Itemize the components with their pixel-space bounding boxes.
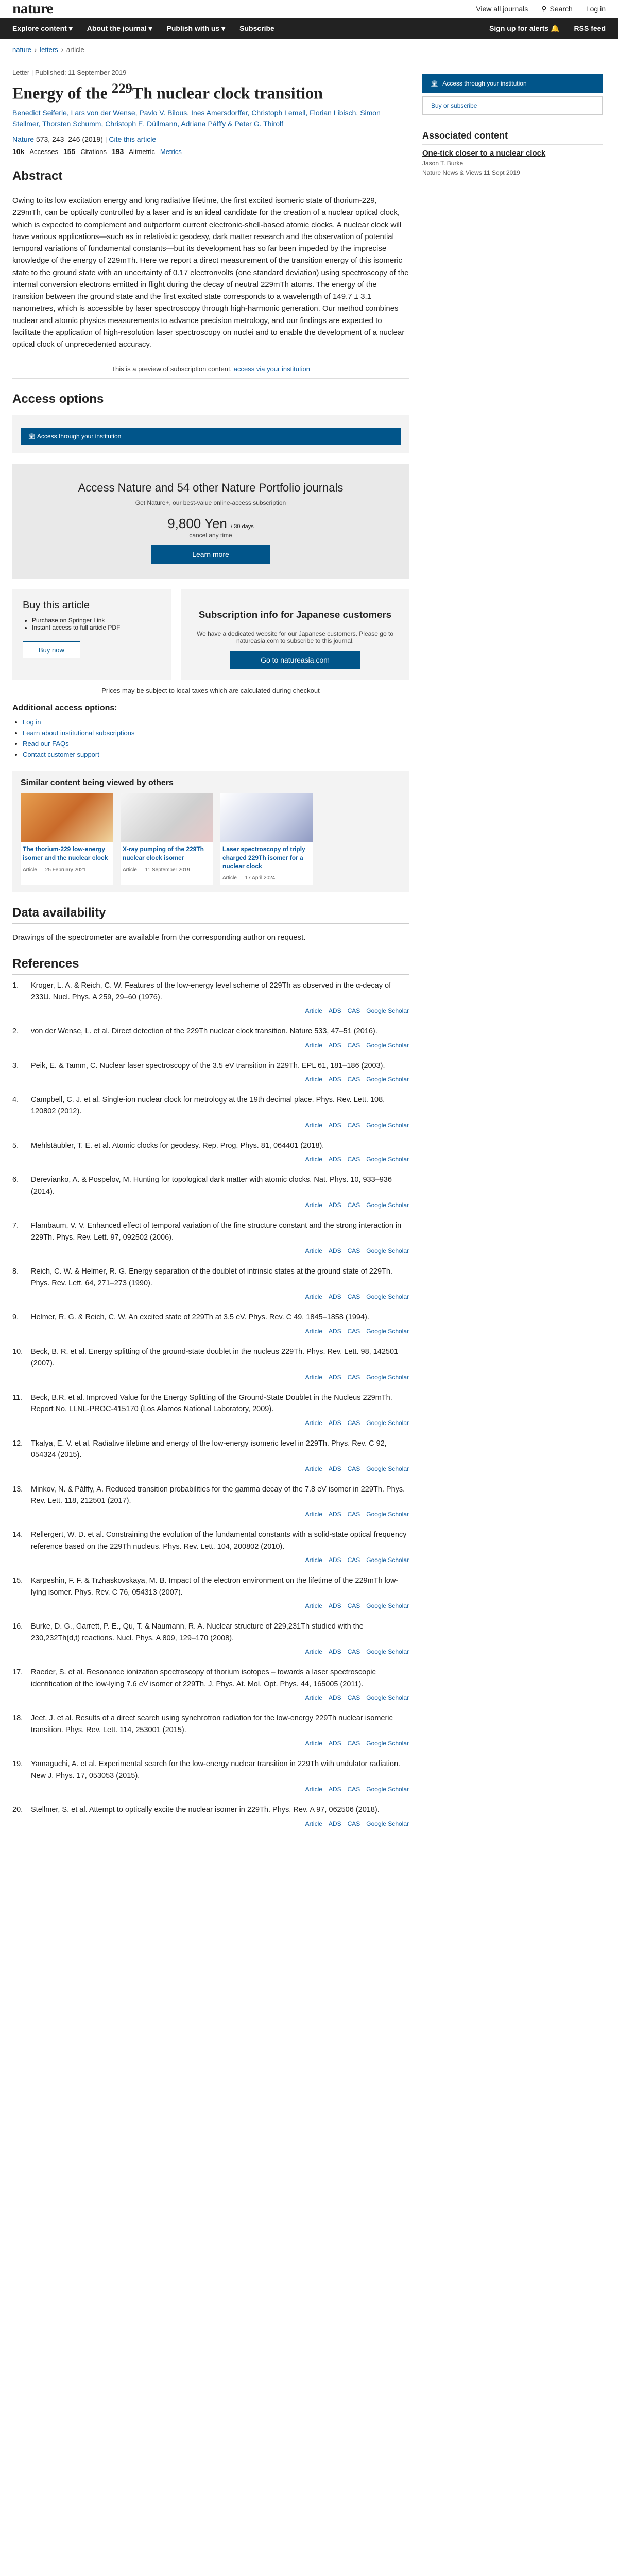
reference-links [12,1820,409,1827]
abstract-text: Owing to its low excitation energy and long radiative lifetime, the first excited isomeric state of thorium-229, 229mTh, can be optically controlled by a laser and is an ideal candidate for the creation of a nuclear optical clock, which is expected to complement and outperform current electronic-shell-based atomic clocks. A nuclear clock will have various applications—such as in relativistic geodesy, dark matter research and the observation of potential temporal variations of fundamental constants—but its development has so far been impeded by the imprecise knowledge of the energy of 229mTh. Here we report a direct measurement of the transition energy of this isomeric state to the ground state with an uncertainty of 0.17 electronvolts (one standard deviation) using spectroscopy of the internal conversion electrons emitted in flight during the decay of neutral 229mTh atoms. The energy of the transition between the ground state and the first excited state corresponds to a wavelength of 149.7 ± 3.1 nanometres, which is accessible by laser spectroscopy through high-harmonic generation. Our method combines nuclear and atomic physics measurements to advance precision metrology, and our findings are expected to facilitate the application of high-resolution laser spectroscopy on nuclei and to enable the development of a nuclear optical clock of unprecedented accuracy. [12,196,409,349]
similar-type: Article [23,867,37,873]
reference-item [12,1220,409,1255]
natureasia-button[interactable]: Go to natureasia.com [230,651,360,669]
reference-item [12,1529,409,1564]
list-item: • Purchase on Springer Link [32,617,161,624]
preview-notice [12,360,409,379]
price [33,516,388,532]
citations-label: Citations [80,147,107,156]
nature-plus-sub: Get Nature+, our best-value online-access subscription [135,499,286,506]
reference-link-cas[interactable]: CAS [347,1648,360,1656]
login-link[interactable]: Log in [586,5,606,13]
reference-link-cas[interactable]: CAS [347,1041,360,1049]
reference-link-cas[interactable]: CAS [347,1694,360,1702]
reference-link-cas[interactable]: CAS [347,1327,360,1335]
reference-text: Derevianko, A. & Pospelov, M. Hunting for topological dark matter with atomic clocks. Nat. Phys. 10, 933–936 (2014). [31,1176,392,1196]
reference-link-google-scholar[interactable]: Google Scholar [366,1419,409,1427]
reference-item [12,1094,409,1129]
reference-link-cas[interactable]: CAS [347,1786,360,1793]
reference-links [12,1122,409,1129]
reference-link-cas[interactable]: CAS [347,1465,360,1472]
reference-links [12,1293,409,1300]
reference-text: Jeet, J. et al. Results of a direct search using synchrotron radiation for the low-energy 229Th nuclear isomeric transition. Phys. Rev. Lett. 114, 253001 (2015). [31,1714,393,1734]
reference-link-google-scholar[interactable]: Google Scholar [366,1293,409,1301]
reference-link-google-scholar[interactable]: Google Scholar [366,1511,409,1518]
reference-links [12,1648,409,1655]
similar-card[interactable] [121,793,213,885]
accesses-count: 10k [12,147,25,156]
reference-links [12,1602,409,1609]
reference-link-article[interactable]: Article [305,1465,322,1472]
reference-link-ads[interactable]: ADS [328,1327,341,1335]
reference-text: Yamaguchi, A. et al. Experimental search for the low-energy nuclear transition in 229Th with undulator radiation. New J. Phys. 17, 053053 (2015). [31,1760,401,1780]
reference-link-ads[interactable]: ADS [328,1156,341,1163]
nav-explore[interactable] [12,24,73,33]
reference-link-article[interactable]: Article [305,1247,322,1255]
breadcrumb-separator: › [34,46,37,54]
reference-link-ads[interactable]: ADS [328,1786,341,1793]
chevron-down-icon: ▾ [221,24,226,32]
reference-link-article[interactable]: Article [305,1694,322,1702]
altmetric-count: 193 [111,147,124,156]
reference-link-article[interactable]: Article [305,1419,322,1427]
reference-item [12,1174,409,1209]
reference-links [12,1328,409,1335]
reference-link-article[interactable]: Article [305,1511,322,1518]
nature-plus-title: Access Nature and 54 other Nature Portfolio journals [78,481,344,495]
assoc-author: Jason T. Burke [422,160,464,167]
institutional-subscriptions-link[interactable]: Learn about institutional subscriptions [23,728,135,737]
similar-title[interactable]: X-ray pumping of the 229Th nuclear clock isomer [123,845,204,861]
reference-number: 17. [12,1668,23,1677]
reference-text: Flambaum, V. V. Enhanced effect of temporal variation of the fine structure constant and the strong interaction in 229Th. Phys. Rev. Lett. 97, 092502 (2006). [31,1222,402,1242]
institution-access-box [12,415,409,453]
reference-link-google-scholar[interactable]: Google Scholar [366,1076,409,1083]
reference-link-article[interactable]: Article [305,1201,322,1209]
reference-text: Tkalya, E. V. et al. Radiative lifetime and energy of the low-energy isomeric level in 229Th. Phys. Rev. C 92, 054324 (2015). [31,1439,387,1460]
customer-support-link[interactable]: Contact customer support [23,750,99,758]
reference-link-google-scholar[interactable]: Google Scholar [366,1465,409,1472]
reference-text: Mehlstäubler, T. E. et al. Atomic clocks for geodesy. Rep. Prog. Phys. 81, 064401 (2018). [31,1141,324,1150]
reference-links [12,1694,409,1701]
metrics-link[interactable]: Metrics [160,147,182,156]
nav-subscribe[interactable]: Subscribe [239,24,274,32]
similar-thumbnail [220,793,313,842]
reference-link-cas[interactable]: CAS [347,1007,360,1015]
reference-link-cas[interactable]: CAS [347,1076,360,1083]
reference-link-article[interactable]: Article [305,1602,322,1610]
reference-link-cas[interactable]: CAS [347,1820,360,1827]
reference-link-google-scholar[interactable]: Google Scholar [366,1007,409,1015]
reference-links [12,1247,409,1255]
institution-icon: 🏛 [431,80,439,87]
reference-item [12,1312,409,1334]
reference-link-article[interactable]: Article [305,1820,322,1827]
reference-link-ads[interactable]: ADS [328,1373,341,1381]
reference-link-cas[interactable]: CAS [347,1602,360,1610]
reference-number: 18. [12,1714,23,1723]
reference-item [12,1758,409,1793]
reference-number: 14. [12,1531,23,1539]
reference-text: Raeder, S. et al. Resonance ionization spectroscopy of thorium isotopes – towards a laser spectroscopic identification of the low-lying 7.6 eV isomer of 229Th. J. Phys. At. Mol. Opt. Phys. 44, 165005 (2011). [31,1668,376,1688]
reference-link-google-scholar[interactable]: Google Scholar [366,1786,409,1793]
reference-text: Burke, D. G., Garrett, P. E., Qu, T. & Naumann, R. A. Nuclear structure of 229,231Th studied with the 230,232Th(d,t) reactions. Nucl. Phys. A 809, 129–170 (2008). [31,1622,364,1642]
reference-link-article[interactable]: Article [305,1556,322,1564]
access-institution-link[interactable]: access via your institution [233,365,310,374]
reference-link-article[interactable]: Article [305,1373,322,1381]
buy-now-button[interactable]: Buy now [23,641,80,658]
reference-number: 13. [12,1485,23,1494]
reference-item [12,1621,409,1655]
similar-heading: Similar content being viewed by others [21,778,174,788]
similar-content [12,771,409,892]
reference-links [12,1465,409,1472]
reference-link-cas[interactable]: CAS [347,1419,360,1427]
reference-link-ads[interactable]: ADS [328,1419,341,1427]
reference-text: Beck, B.R. et al. Improved Value for the Energy Splitting of the Ground-State Doublet in the Nucleus 229mTh. Report No. LLNL-PROC-415170 (Los Alamos National Laboratory, 2009). [31,1393,392,1414]
reference-item [12,1392,409,1427]
references-heading: References [12,957,409,975]
reference-link-article[interactable]: Article [305,1293,322,1301]
list-item: • Instant access to full article PDF [32,624,161,631]
reference-text: Minkov, N. & Pálffy, A. Reduced transition probabilities for the gamma decay of the 7.8 eV isomer in 229Th. Phys. Rev. Lett. 118, 212501 (2017). [31,1485,405,1505]
reference-item [12,1266,409,1300]
breadcrumb-separator: › [61,46,63,54]
reference-number: 9. [12,1313,19,1322]
abstract-heading: Abstract [12,169,409,187]
buy-title: Buy this article [23,599,90,611]
reference-number: 2. [12,1027,19,1036]
breadcrumb-article: article [66,46,84,54]
reference-links [12,1511,409,1518]
reference-item [12,1346,409,1381]
buy-article-card [12,589,171,680]
price-value: 9,800 Yen [167,515,227,531]
reference-link-ads[interactable]: ADS [328,1740,341,1748]
cite-this-article-link[interactable]: Cite this article [109,135,157,144]
similar-card[interactable] [220,793,313,885]
reference-links [12,1419,409,1427]
price-unit: / 30 days [231,523,254,530]
nav-bar [0,18,618,39]
citation-details: 573, 243–246 (2019) [36,135,103,144]
reference-link-article[interactable]: Article [305,1156,322,1163]
reference-number: 12. [12,1439,23,1448]
login-link[interactable]: Log in [23,718,41,726]
main-content [12,61,409,1839]
reference-number: 10. [12,1347,23,1356]
reference-text: Campbell, C. J. et al. Single-ion nuclear clock for metrology at the 19th decimal place. Phys. Rev. Lett. 108, 120802 (2012). [31,1096,385,1116]
similar-date: 25 February 2021 [45,867,86,873]
reference-link-ads[interactable]: ADS [328,1041,341,1049]
article-title [12,80,409,103]
institution-icon: 🏛 [28,433,36,440]
similar-title[interactable]: The thorium-229 low-energy isomer and the nuclear clock [23,845,108,861]
reference-number: 7. [12,1222,19,1230]
assoc-title[interactable]: One-tick closer to a nuclear clock [422,149,546,158]
reference-link-google-scholar[interactable]: Google Scholar [366,1156,409,1163]
reference-link-ads[interactable]: ADS [328,1076,341,1083]
reference-link-google-scholar[interactable]: Google Scholar [366,1648,409,1656]
sidebar [422,61,603,176]
reference-item [12,1438,409,1472]
view-all-journals-link[interactable]: View all journals [476,5,528,13]
reference-link-google-scholar[interactable]: Google Scholar [366,1556,409,1564]
title-part: Th nuclear clock transition [132,83,323,103]
chevron-down-icon: ▾ [148,24,152,32]
reference-links [12,1556,409,1564]
reference-link-article[interactable]: Article [305,1648,322,1656]
chevron-down-icon: ▾ [68,24,73,32]
citation: Nature 573, 243–246 (2019) | Cite this article [12,135,157,144]
reference-item [12,1667,409,1701]
reference-text: Kroger, L. A. & Reich, C. W. Features of the low-energy level scheme of 229Th as observed in the α-decay of 233U. Nucl. Phys. A 259, 29–60 (1976). [31,981,391,1002]
reference-number: 6. [12,1176,19,1184]
reference-link-cas[interactable]: CAS [347,1293,360,1301]
accesses-label: Accesses [29,147,58,156]
reference-number: 15. [12,1577,23,1585]
reference-links [12,1786,409,1793]
reference-item [12,1140,409,1163]
reference-link-ads[interactable]: ADS [328,1201,341,1209]
reference-link-cas[interactable]: CAS [347,1247,360,1255]
additional-heading: Additional access options: [12,704,117,713]
access-heading: Access options [12,392,409,410]
similar-type: Article [123,867,137,873]
reference-list [12,980,409,1827]
reference-number: 16. [12,1622,23,1631]
reference-link-ads[interactable]: ADS [328,1820,341,1827]
reference-link-cas[interactable]: CAS [347,1740,360,1748]
citations-count: 155 [63,147,76,156]
reference-links [12,1076,409,1083]
reference-item [12,1804,409,1827]
buy-list [23,617,161,631]
reference-text: Peik, E. & Tamm, C. Nuclear laser spectroscopy of the 3.5 eV transition in 229Th. EPL 61, 181–186 (2003). [31,1061,385,1070]
subscription-card [181,589,409,680]
similar-date: 11 September 2019 [145,867,190,873]
reference-number: 5. [12,1141,19,1150]
reference-link-google-scholar[interactable]: Google Scholar [366,1121,409,1129]
reference-link-google-scholar[interactable]: Google Scholar [366,1041,409,1049]
assoc-meta: Nature News & Views 11 Sept 2019 [422,169,520,176]
reference-link-ads[interactable]: ADS [328,1602,341,1610]
breadcrumb-nature[interactable]: nature [12,46,31,54]
nav-publish[interactable] [167,24,226,33]
reference-link-google-scholar[interactable]: Google Scholar [366,1247,409,1255]
reference-link-google-scholar[interactable]: Google Scholar [366,1694,409,1702]
nav-signup-alerts[interactable] [489,24,559,33]
reference-text: Reich, C. W. & Helmer, R. G. Energy separation of the doublet of intrinsic states at the ground state of 229Th. Phys. Rev. Lett. 64, 271–273 (1990). [31,1267,392,1287]
reference-link-google-scholar[interactable]: Google Scholar [366,1201,409,1209]
nature-plus-box [12,464,409,579]
reference-link-article[interactable]: Article [305,1786,322,1793]
reference-link-ads[interactable]: ADS [328,1465,341,1472]
breadcrumb-letters[interactable]: letters [40,46,58,54]
reference-link-article[interactable]: Article [305,1007,322,1015]
nav-publish-label: Publish with us [166,24,220,32]
reference-link-cas[interactable]: CAS [347,1156,360,1163]
search-icon: ⚲ [541,4,547,13]
subscription-text: We have a dedicated website for our Japanese customers. Please go to natureasia.com to subscribe to this journal. [196,630,393,645]
access-institution-label: Access through your institution [37,433,122,440]
title-sup: 229 [111,80,132,96]
reference-link-ads[interactable]: ADS [328,1247,341,1255]
nav-explore-label: Explore content [12,24,67,32]
reference-links [12,1740,409,1747]
reference-number: 19. [12,1760,23,1769]
preview-text: This is a preview of subscription content, [111,365,232,374]
bell-icon: 🔔 [551,24,560,32]
reference-link-article[interactable]: Article [305,1327,322,1335]
similar-title[interactable]: Laser spectroscopy of triply charged 229Th isomer for a nuclear clock [222,845,305,870]
subscription-title: Subscription info for Japanese customers [198,609,392,620]
reference-number: 3. [12,1061,19,1070]
reference-link-article[interactable]: Article [305,1121,322,1129]
associated-content [422,130,603,176]
similar-thumbnail [21,793,113,842]
article-meta: Letter | Published: 11 September 2019 [12,69,127,76]
reference-text: von der Wense, L. et al. Direct detection of the 229Th nuclear clock transition. Nature 533, 47–51 (2016). [31,1027,377,1036]
reference-text: Karpeshin, F. F. & Trzhaskovskaya, M. B. Impact of the electron environment on the lifetime of the 229mTh low-lying isomer. Phys. Rev. C 76, 054313 (2007). [31,1577,399,1597]
reference-number: 8. [12,1267,19,1276]
reference-link-article[interactable]: Article [305,1041,322,1049]
title-part: Energy of the [12,83,112,103]
nav-about-label: About the journal [87,24,147,32]
reference-number: 11. [12,1393,23,1402]
reference-item [12,1713,409,1747]
data-availability-heading: Data availability [12,906,409,924]
reference-link-cas[interactable]: CAS [347,1121,360,1129]
reference-links [12,1374,409,1381]
top-links [476,5,606,13]
similar-thumbnail [121,793,213,842]
reference-number: 20. [12,1806,23,1815]
reference-link-article[interactable]: Article [305,1076,322,1083]
similar-type: Article [222,875,237,881]
reference-number: 1. [12,981,19,990]
reference-item [12,1026,409,1048]
search-link[interactable] [541,5,573,13]
reference-text: Rellergert, W. D. et al. Constraining the evolution of the fundamental constants with a solid-state optical frequency reference based on the 229Th nucleus. Phys. Rev. Lett. 104, 200802 (2010). [31,1531,407,1551]
reference-links [12,1156,409,1163]
nav-about[interactable] [87,24,152,33]
nav-rss[interactable]: RSS feed [574,24,606,32]
reference-link-ads[interactable]: ADS [328,1293,341,1301]
reference-link-cas[interactable]: CAS [347,1373,360,1381]
nav-signup-label: Sign up for alerts [489,24,549,32]
reference-text: Helmer, R. G. & Reich, C. W. An excited state of 229Th at 3.5 eV. Phys. Rev. C 49, 1845–1858 (1994). [31,1313,369,1322]
sidebar-access-button[interactable] [422,74,603,93]
reference-link-google-scholar[interactable]: Google Scholar [366,1602,409,1610]
reference-link-ads[interactable]: ADS [328,1556,341,1564]
tax-note: Prices may be subject to local taxes which are calculated during checkout [101,687,320,695]
top-bar [0,0,618,18]
reference-link-ads[interactable]: ADS [328,1121,341,1129]
sidebar-access-label: Access through your institution [442,80,527,87]
reference-link-article[interactable]: Article [305,1740,322,1748]
reference-link-ads[interactable]: ADS [328,1648,341,1656]
reference-number: 4. [12,1096,19,1104]
learn-more-button[interactable]: Learn more [151,545,270,564]
reference-text: Beck, B. R. et al. Energy splitting of the ground-state doublet in the nucleus 229Th. Phys. Rev. Lett. 98, 142501 (2007). [31,1347,399,1368]
metrics-bar [12,147,409,156]
reference-links [12,1007,409,1014]
assoc-heading: Associated content [422,130,603,145]
faqs-link[interactable]: Read our FAQs [23,739,69,748]
buy-or-subscribe-button[interactable]: Buy or subscribe [422,96,603,115]
breadcrumb [0,39,618,61]
reference-link-google-scholar[interactable]: Google Scholar [366,1820,409,1827]
reference-link-google-scholar[interactable]: Google Scholar [366,1327,409,1335]
reference-links [12,1201,409,1209]
access-institution-button[interactable] [21,428,401,445]
reference-item [12,1575,409,1609]
reference-link-google-scholar[interactable]: Google Scholar [366,1373,409,1381]
reference-link-cas[interactable]: CAS [347,1556,360,1564]
cancel-note: cancel any time [189,531,232,539]
reference-links [12,1042,409,1049]
reference-item [12,980,409,1014]
reference-link-ads[interactable]: ADS [328,1694,341,1702]
reference-link-ads[interactable]: ADS [328,1511,341,1518]
reference-item [12,1484,409,1518]
reference-link-google-scholar[interactable]: Google Scholar [366,1740,409,1748]
reference-item [12,1060,409,1083]
additional-access [12,704,409,760]
reference-text: Stellmer, S. et al. Attempt to optically excite the nuclear isomer in 229Th. Phys. Rev. A 97, 062506 (2018). [31,1806,380,1815]
journal-link[interactable]: Nature [12,135,35,144]
similar-date: 17 April 2024 [245,875,276,881]
author-list[interactable]: Benedict Seiferle, Lars von der Wense, Pavlo V. Bilous, Ines Amersdorffer, Christoph Lemell, Florian Libisch, Simon Stellmer, Thorsten Schumm, Christoph E. Düllmann, Adriana Pálffy & Peter G. Thirolf [12,109,381,128]
data-availability-text: Drawings of the spectrometer are available from the corresponding author on request. [12,933,306,942]
reference-link-ads[interactable]: ADS [328,1007,341,1015]
reference-link-cas[interactable]: CAS [347,1201,360,1209]
nature-logo[interactable]: nature [12,0,53,17]
reference-link-cas[interactable]: CAS [347,1511,360,1518]
similar-card[interactable] [21,793,113,885]
altmetric-label: Altmetric [129,147,155,156]
search-label: Search [550,5,573,13]
